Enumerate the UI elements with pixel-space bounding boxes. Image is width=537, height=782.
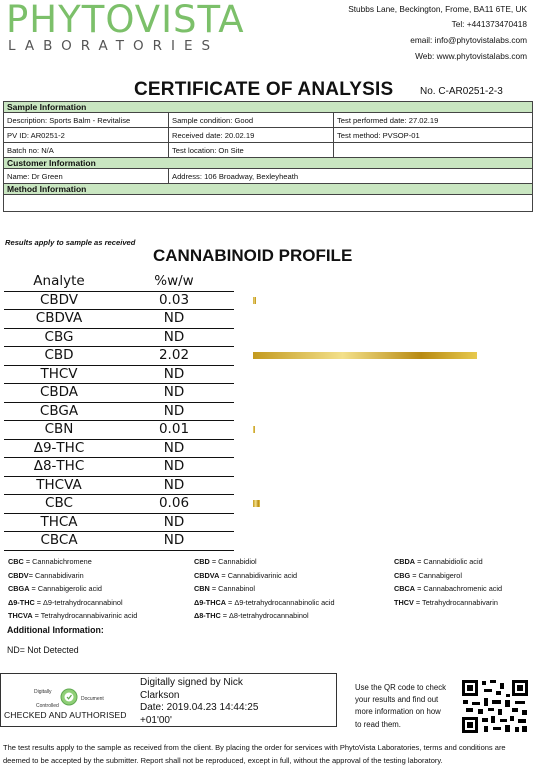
legend-entry: CBC = Cannabichromene [8, 557, 92, 566]
legend-entry: CBN = Cannabinol [194, 584, 256, 594]
pv-id: PV ID: AR0251-2 [4, 128, 169, 143]
analyte-value: ND [163, 532, 185, 548]
analyte-value: ND [163, 476, 185, 493]
legend-entry: THCVA = Tetrahydrocannabivarinic acid [8, 611, 138, 621]
analyte-name: Δ9-THC [33, 439, 85, 456]
analyte-name: CBGA [39, 402, 79, 419]
batch-no: Batch no: N/A [4, 143, 169, 158]
legend-entry: CBDVA = Cannabidivarinic acid [194, 570, 298, 580]
legend-entry: CBGA = Cannabigerolic acid [8, 584, 102, 594]
analyte-value: ND [163, 384, 185, 400]
analyte-name: Δ8-THC [33, 458, 85, 474]
table-row [4, 292, 234, 311]
contact-address: Stubbs Lane, Beckington, Frome, BA11 6TE, UK [348, 4, 527, 14]
digital-seal-icon [60, 688, 78, 706]
header-value: %w/w [154, 273, 194, 289]
checked-authorised-label: CHECKED AND AUTHORISED [4, 710, 127, 720]
logo-text: PHYTOVISTA [6, 0, 245, 41]
table-row [4, 347, 234, 366]
bar-CBN [253, 426, 255, 433]
table-row [4, 440, 234, 459]
analyte-name: THCA [40, 513, 78, 530]
logo-subtitle: LABORATORIES [8, 38, 220, 54]
analyte-name: THCV [40, 365, 78, 382]
analyte-value: 0.06 [158, 495, 190, 511]
method-info-body [4, 195, 533, 212]
qr-code-icon[interactable] [460, 678, 530, 735]
logo-wordmark [6, 0, 245, 40]
method-info-heading: Method Information [4, 184, 533, 195]
header-analyte: Analyte [33, 273, 85, 289]
analyte-value: 2.02 [158, 347, 190, 363]
bar-CBD [253, 352, 477, 359]
seal-label-right: Document [81, 696, 104, 702]
certificate-number: No. C-AR0251-2-3 [420, 86, 503, 97]
legend-entry: CBDV= Cannabidivarin [8, 570, 84, 580]
legend-column-2 [194, 555, 335, 623]
signature-line: Date: 2019.04.23 14:44:25 [140, 702, 259, 713]
table-header-row [4, 273, 234, 292]
analyte-name: CBN [44, 421, 74, 437]
table-row [4, 495, 234, 514]
legend-entry: Δ9-THCA = Δ9-tetrahydrocannabinolic acid [194, 597, 335, 607]
seal-label-top: Digitally [34, 689, 52, 695]
analyte-name: CBDV [39, 291, 79, 308]
bar-CBDV [253, 297, 256, 304]
table-row [4, 458, 234, 477]
customer-address: Address: 106 Broadway, Bexleyheath [169, 169, 533, 184]
analyte-value: ND [163, 310, 185, 326]
table-row [4, 421, 234, 440]
disclaimer-footer: The test results apply to the sample as received from the client. By placing the order for services with PhytoVista Laboratories, terms and conditions are deemed to be accepted by the submitter. Report shall not be reproduced, except in full, without the approval of the testing laboratory. [3, 743, 506, 765]
analyte-value: ND [163, 439, 185, 456]
empty-cell [334, 143, 533, 158]
table-row [4, 514, 234, 533]
contact-web: Web: www.phytovistalabs.com [415, 51, 527, 61]
legend-entry: THCV = Tetrahydrocannabivarin [394, 597, 498, 607]
analyte-value: ND [163, 328, 185, 345]
signature-line: Digitally signed by Nick [140, 677, 243, 688]
analyte-name: THCVA [36, 476, 82, 493]
legend-entry: Δ9-THC = Δ9-tetrahydrocannabinol [8, 597, 123, 607]
cannabinoid-table [4, 273, 234, 551]
analyte-name: CBD [44, 347, 74, 363]
analyte-value: 0.03 [158, 291, 190, 308]
test-performed-date: Test performed date: 27.02.19 [334, 113, 533, 128]
analyte-name: CBG [44, 328, 74, 345]
table-row [4, 310, 234, 329]
sample-description: Description: Sports Balm - Revitalise [4, 113, 169, 128]
customer-info-heading: Customer Information [4, 158, 533, 169]
analyte-name: CBC [45, 495, 73, 511]
legend-entry: CBG = Cannabigerol [394, 570, 462, 580]
customer-name: Name: Dr Green [4, 169, 169, 184]
table-row [4, 384, 234, 403]
analyte-name: CBDA [39, 384, 79, 400]
table-row [4, 532, 234, 551]
received-date: Received date: 20.02.19 [169, 128, 334, 143]
legend-entry: Δ8-THC = Δ8-tetrahydrocannabinol [194, 611, 309, 621]
signature-line: +01'00' [140, 714, 172, 726]
legend-entry: CBCA = Cannabachromenic acid [394, 584, 503, 594]
certificate-title: CERTIFICATE OF ANALYSIS [134, 79, 394, 100]
sample-info-heading: Sample Information [4, 102, 533, 113]
qr-instructions: Use the QR code to check your results and find out more information on how to read them. [355, 683, 447, 729]
digital-signature-text [140, 677, 258, 727]
analyte-value: ND [163, 365, 185, 382]
analyte-value: 0.01 [158, 421, 190, 437]
signature-line: Clarkson [140, 689, 180, 701]
table-row [4, 366, 234, 385]
bar-CBC [253, 500, 260, 507]
analyte-value: ND [163, 402, 185, 419]
legend-entry: CBD = Cannabidiol [194, 557, 257, 566]
test-method: Test method: PVSOP-01 [334, 128, 533, 143]
info-table [3, 101, 533, 212]
profile-title: CANNABINOID PROFILE [153, 246, 353, 265]
analyte-name: CBCA [40, 532, 78, 548]
legend-column-1 [8, 555, 137, 623]
contact-phone: Tel: +441373470418 [451, 19, 527, 29]
test-location: Test location: On Site [169, 143, 334, 158]
legend-column-3 [394, 555, 502, 609]
table-row [4, 403, 234, 422]
legend-entry: CBDA = Cannabidiolic acid [394, 557, 483, 566]
seal-label-bottom: Controlled [36, 703, 59, 709]
nd-note: ND= Not Detected [7, 645, 79, 655]
analyte-value: ND [163, 458, 185, 474]
table-row [4, 329, 234, 348]
results-note: Results apply to sample as received [5, 238, 136, 247]
analyte-value: ND [163, 513, 185, 530]
sample-condition: Sample condition: Good [169, 113, 334, 128]
table-row [4, 477, 234, 496]
contact-email: email: info@phytovistalabs.com [410, 35, 527, 45]
additional-info-heading: Additional Information: [7, 625, 104, 635]
analyte-name: CBDVA [35, 310, 83, 326]
